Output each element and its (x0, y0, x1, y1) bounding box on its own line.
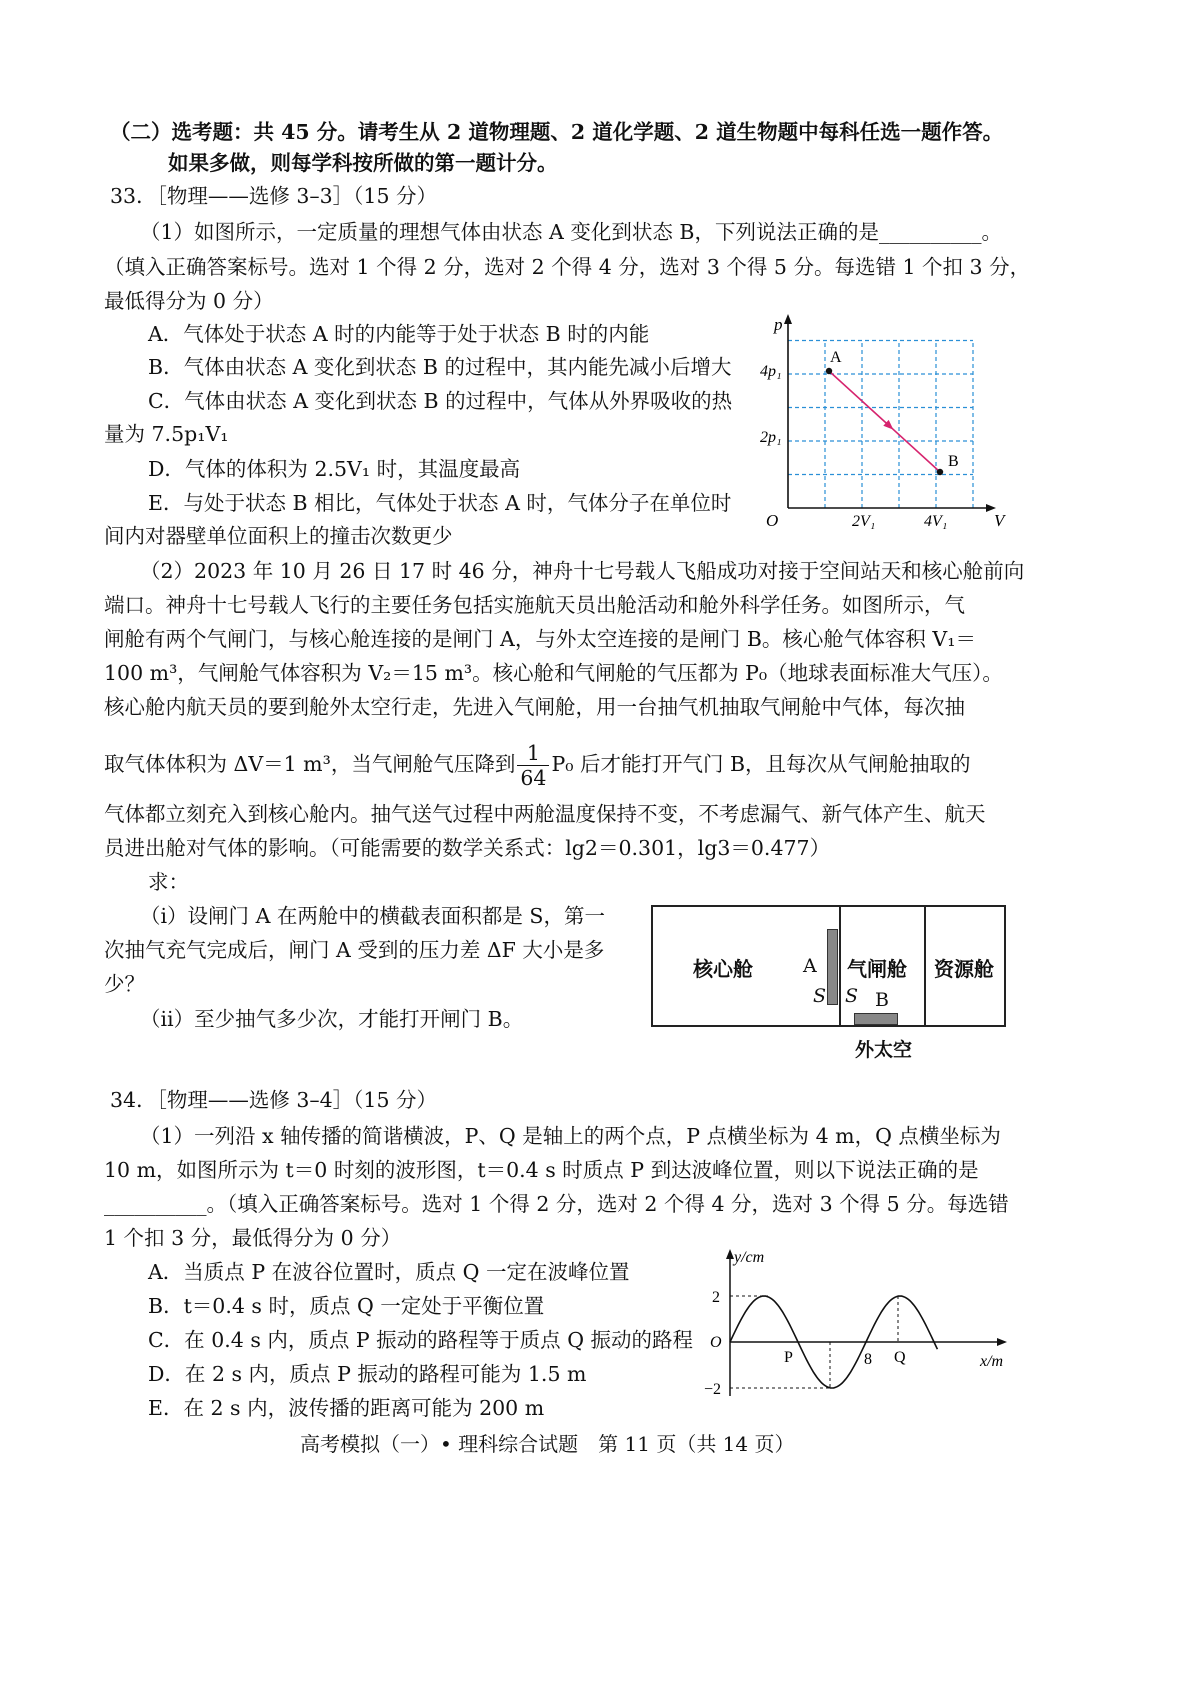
q33-option-c-line1: C．气体由状态 A 变化到状态 B 的过程中，气体从外界吸收的热 (148, 389, 733, 413)
pv-grid (788, 341, 973, 509)
pv-y-arrow-icon (784, 314, 792, 324)
q34-part1-line4: 1 个扣 3 分，最低得分为 0 分） (104, 1226, 402, 1250)
q34-part1-line2: 10 m，如图所示为 t＝0 时刻的波形图，t＝0.4 s 时质点 P 到达波峰位置，则以下说法正确的是 (104, 1158, 979, 1182)
pv-y-label: p (774, 315, 783, 334)
wave-y-arrow-icon (726, 1249, 734, 1259)
cabin-divider-resource (924, 905, 926, 1027)
wave-x-label: x/m (980, 1353, 1004, 1370)
q33-part2-line8: 员进出舱对气体的影响。（可能需要的数学关系式：lg2＝0.301，lg3＝0.477） (104, 836, 831, 860)
q33-sub-i-line2: 次抽气充气完成后，闸门 A 受到的压力差 ΔF 大小是多 (104, 938, 605, 962)
q33-option-e-line1: E．与处于状态 B 相比，气体处于状态 A 时，气体分子在单位时 (148, 491, 732, 515)
pv-point-a (826, 368, 832, 374)
pv-x-tick-2v1: 2V₁ (852, 513, 876, 530)
pv-origin-label: O (766, 511, 779, 530)
cabin-diagram (651, 905, 1011, 1065)
wave-y-label: y/cm (734, 1249, 765, 1266)
q34-option-e: E．在 2 s 内，波传播的距离可能为 200 m (148, 1396, 545, 1420)
q33-part2-line4: 100 m³，气闸舱气体容积为 V₂＝15 m³。核心舱和气闸舱的气压都为 P₀（地球表面标准大气压）。 (104, 661, 1003, 685)
airlock-label: 气闸舱 (847, 957, 907, 981)
section-header-line1: （二）选考题：共 45 分。请考生从 2 道物理题、2 道化学题、2 道生物题中每科任选一题作答。 (110, 120, 1004, 144)
pv-x-label: V (994, 511, 1005, 530)
wave-label-q: Q (894, 1349, 906, 1366)
q34-option-c: C．在 0.4 s 内，质点 P 振动的路程等于质点 Q 振动的路程 (148, 1328, 694, 1352)
core-cabin-label: 核心舱 (693, 957, 753, 981)
q33-part2-line6 (104, 736, 971, 792)
q33-part2-line9: 求： (148, 870, 189, 894)
q34-part1-line1: （1）一列沿 x 轴传播的简谐横波，P、Q 是轴上的两个点，P 点横坐标为 4 m，Q 点横坐标为 (140, 1124, 1001, 1148)
q33-option-d: D．气体的体积为 2.5V₁ 时，其温度最高 (148, 457, 521, 481)
q33-sub-i-line1: （ⅰ）设闸门 A 在两舱中的横截表面积都是 S，第一 (140, 904, 605, 928)
pv-process-line (829, 371, 940, 472)
wave-chart (700, 1246, 1020, 1406)
pv-point-b (937, 469, 943, 475)
q34-option-a: A．当质点 P 在波谷位置时，质点 Q 一定在波峰位置 (148, 1260, 630, 1284)
resource-cabin-label: 资源舱 (934, 957, 994, 981)
q33-title: 33．［物理——选修 3–3］（15 分） (110, 184, 438, 208)
page-footer: 高考模拟（一）• 理科综合试题 第 11 页（共 14 页） (300, 1432, 795, 1456)
q33-part1-line3: 最低得分为 0 分） (104, 289, 274, 313)
wave-y-tick-neg2: −2 (704, 1381, 722, 1398)
q33-option-c-line2: 量为 7.5p₁V₁ (104, 422, 229, 446)
q33-part2-line6a: 取气体体积为 ΔV＝1 m³，当气闸舱气压降到 (104, 752, 516, 776)
wave-y-tick-2: 2 (712, 1289, 720, 1306)
pv-label-b: B (948, 453, 959, 470)
wave-label-p: P (784, 1349, 793, 1366)
cabin-divider-a (839, 905, 841, 1027)
gate-b-label: B (875, 989, 889, 1011)
q33-part1-line1: （1）如图所示，一定质量的理想气体由状态 A 变化到状态 B，下列说法正确的是__________。 (140, 220, 1002, 244)
q33-sub-ii: （ⅱ）至少抽气多少次，才能打开闸门 B。 (140, 1007, 524, 1031)
q33-option-b: B．气体由状态 A 变化到状态 B 的过程中，其内能先减小后增大 (148, 355, 732, 379)
gate-a-door (827, 929, 838, 1005)
q33-part2-line1: （2）2023 年 10 月 26 日 17 时 46 分，神舟十七号载人飞船成功对接于空间站天和核心舱前向 (140, 559, 1025, 583)
wave-label-8: 8 (864, 1351, 872, 1368)
q34-option-d: D．在 2 s 内，质点 P 振动的路程可能为 1.5 m (148, 1362, 587, 1386)
section-header-line2: 如果多做，则每学科按所做的第一题计分。 (168, 151, 558, 175)
q33-part2-line3: 闸舱有两个气闸门，与核心舱连接的是闸门 A，与外太空连接的是闸门 B。核心舱气体容积 V₁＝ (104, 627, 976, 651)
pv-chart (760, 312, 1100, 532)
wave-x-arrow-icon (997, 1338, 1007, 1346)
pv-x-tick-4v1: 4V₁ (924, 513, 948, 530)
fraction-numerator: 1 (517, 741, 549, 766)
q33-option-e-line2: 间内对器壁单位面积上的撞击次数更少 (104, 524, 453, 548)
pv-label-a: A (830, 349, 842, 366)
q34-part1-line3: __________。（填入正确答案标号。选对 1 个得 2 分，选对 2 个得 4 分，选对 3 个得 5 分。每选错 (104, 1192, 1009, 1216)
q33-part2-line2: 端口。神舟十七号载人飞行的主要任务包括实施航天员出舱活动和舱外科学任务。如图所示，气 (104, 593, 965, 617)
q33-part2-line7: 气体都立刻充入到核心舱内。抽气送气过程中两舱温度保持不变，不考虑漏气、新气体产生、航天 (104, 802, 986, 826)
outer-space-label: 外太空 (855, 1039, 913, 1061)
q33-part1-line2: （填入正确答案标号。选对 1 个得 2 分，选对 2 个得 4 分，选对 3 个得 5 分。每选错 1 个扣 3 分， (104, 255, 1031, 279)
pv-y-tick-2p1: 2p₁ (760, 429, 782, 446)
gate-a-area-right-label: S (845, 985, 859, 1007)
gate-a-label: A (803, 955, 817, 977)
q33-option-a: A．气体处于状态 A 时的内能等于处于状态 B 时的内能 (148, 322, 650, 346)
gate-a-area-left-label: S (813, 985, 827, 1007)
q34-option-b: B．t＝0.4 s 时，质点 Q 一定处于平衡位置 (148, 1294, 545, 1318)
fraction-denominator: 64 (520, 766, 547, 790)
gate-b-door (854, 1013, 898, 1025)
q33-part2-line5: 核心舱内航天员的要到舱外太空行走，先进入气闸舱，用一台抽气机抽取气闸舱中气体，每次抽 (104, 695, 965, 719)
wave-origin-label: O (710, 1334, 722, 1351)
pv-y-tick-4p1: 4p₁ (760, 363, 782, 380)
q34-title: 34．［物理——选修 3–4］（15 分） (110, 1088, 438, 1112)
q33-sub-i-line3: 少？ (104, 972, 145, 996)
fraction-1-64 (517, 741, 549, 790)
q33-part2-line6b: P₀ 后才能打开气门 B，且每次从气闸舱抽取的 (551, 752, 971, 776)
